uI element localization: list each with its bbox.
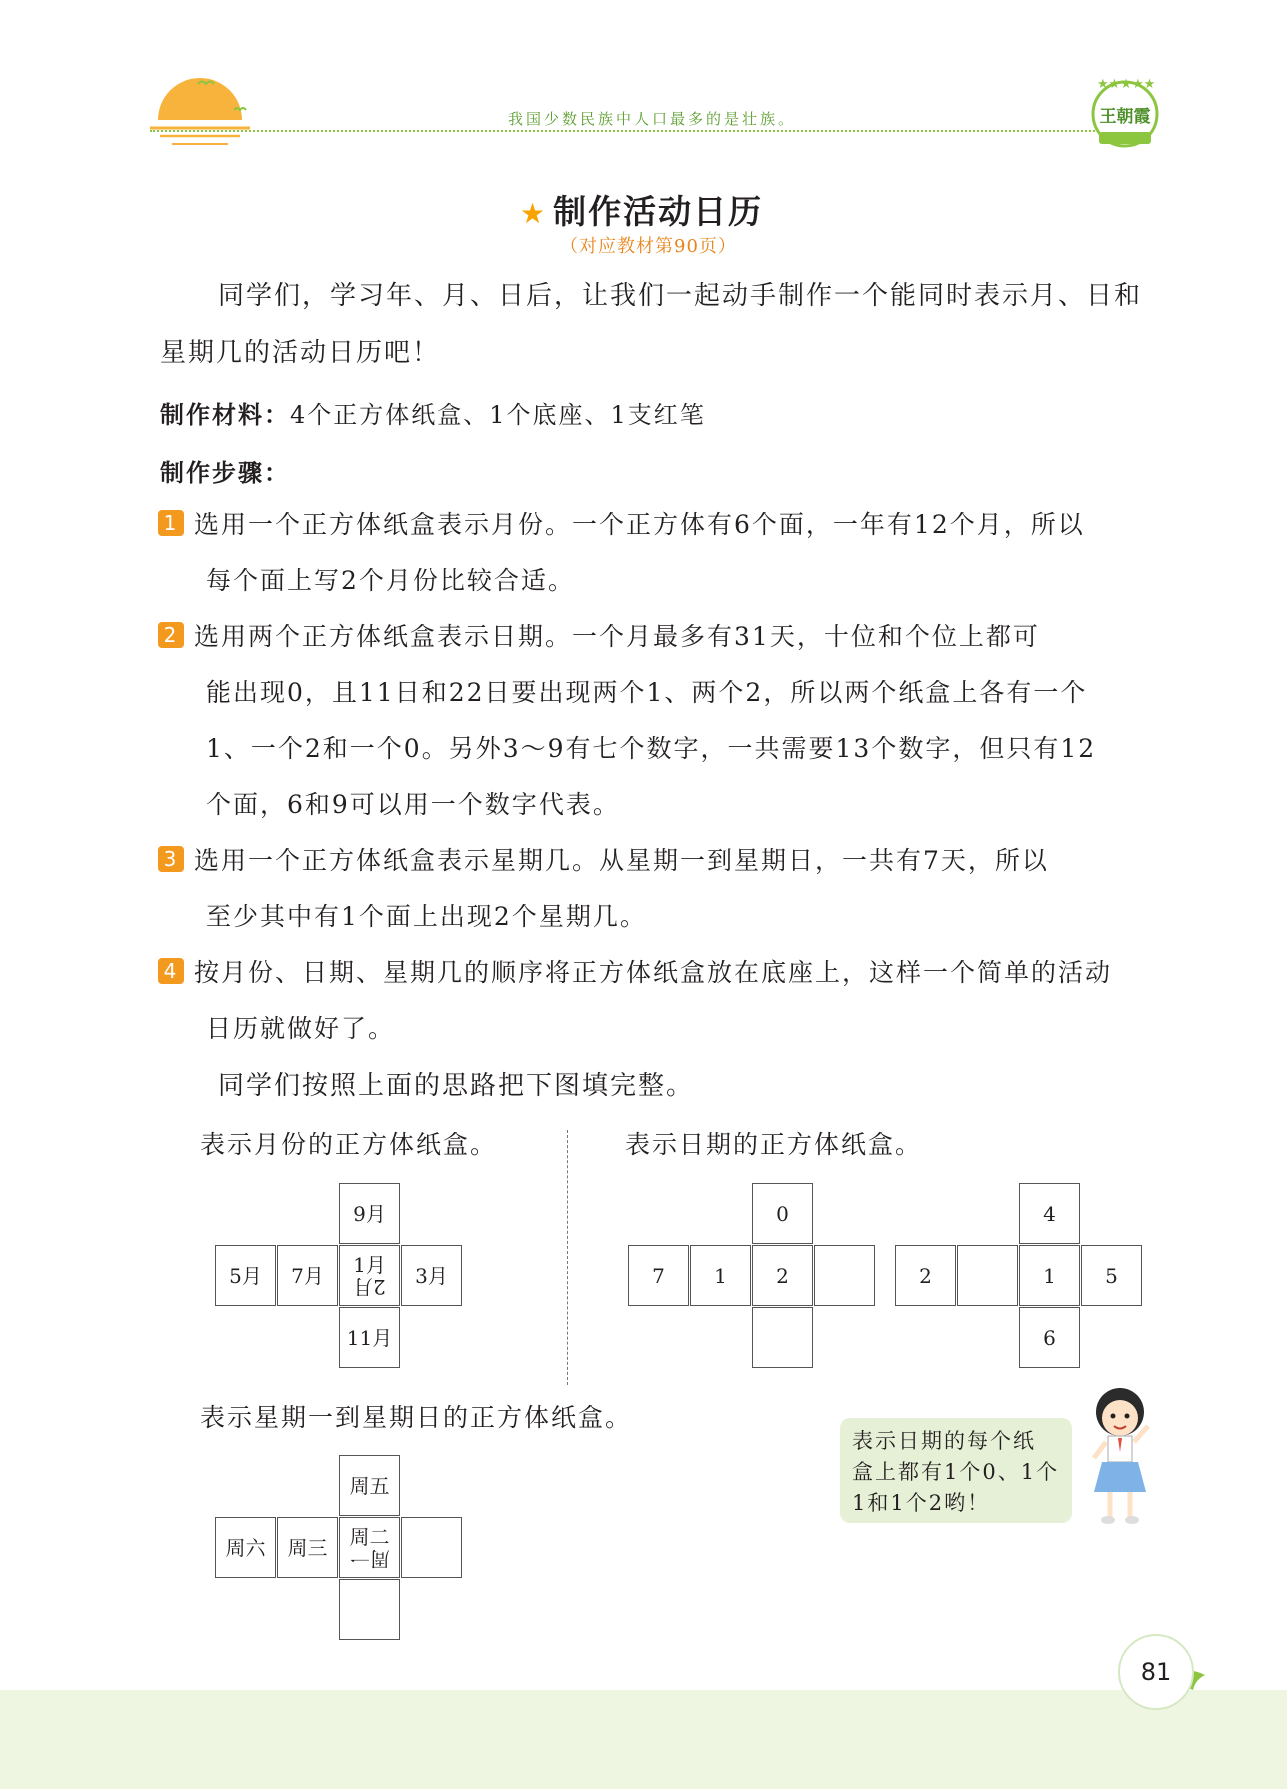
month-face-top: 9月 (339, 1183, 400, 1244)
step-text: 个面，6和9可以用一个数字代表。 (206, 790, 620, 819)
date-a-face-bottom (752, 1307, 813, 1368)
month-net-caption: 表示月份的正方体纸盒。 (200, 1130, 498, 1159)
materials-text: 4个正方体纸盒、1个底座、1支红笔 (290, 401, 706, 429)
page-title: ★ 制作活动日历 (520, 192, 764, 231)
date-a-face: 7 (628, 1245, 689, 1306)
materials-label: 制作材料： (160, 401, 290, 429)
step-text: 选用两个正方体纸盒表示日期。一个月最多有31天，十位和个位上都可 (194, 622, 1040, 651)
step-text: 能出现0，且11日和22日要出现两个1、两个2，所以两个纸盒上各有一个 (206, 678, 1088, 707)
month-face: 5月 (215, 1245, 276, 1306)
step-number-badge: 3 (158, 846, 184, 872)
steps-label: 制作步骤： (160, 459, 290, 487)
intro-line-1: 同学们，学习年、月、日后，让我们一起动手制作一个能同时表示月、日和 (218, 281, 1143, 311)
date-b-face-top: 4 (1019, 1183, 1080, 1244)
month-face: 7月 (277, 1245, 338, 1306)
month-face-bottom: 11月 (339, 1307, 400, 1368)
month-face: 3月 (401, 1245, 462, 1306)
brand-badge-icon (1085, 70, 1165, 152)
flipped-label: 2月 (353, 1274, 386, 1299)
step-text: 按月份、日期、星期几的顺序将正方体纸盒放在底座上，这样一个简单的活动 (194, 958, 1113, 987)
header-divider (150, 130, 1110, 132)
step-text: 选用一个正方体纸盒表示月份。一个正方体有6个面，一年有12个月，所以 (194, 510, 1085, 539)
speech-bubble: 表示日期的每个纸 盒上都有1个0、1个 1和1个2哟！ (840, 1418, 1072, 1523)
step-text: 1、一个2和一个0。另外3～9有七个数字，一共需要13个数字，但只有12 (206, 734, 1097, 763)
step-2 (158, 609, 1158, 833)
step-number-badge: 2 (158, 622, 184, 648)
step-text: 选用一个正方体纸盒表示星期几。从星期一到星期日，一共有7天，所以 (194, 846, 1049, 875)
header-banner-text: 我国少数民族中人口最多的是壮族。 (508, 110, 797, 128)
month-face-center: 1月 2月 (339, 1245, 400, 1306)
date-a-face (814, 1245, 875, 1306)
step-number-badge: 1 (158, 510, 184, 536)
date-a-face-top: 0 (752, 1183, 813, 1244)
flipped-label: 周一 (349, 1546, 390, 1571)
week-face: 周六 (215, 1517, 276, 1578)
step-4 (158, 945, 1158, 1057)
week-net-caption: 表示星期一到星期日的正方体纸盒。 (200, 1403, 633, 1432)
footer-band (0, 1690, 1287, 1789)
week-face-center: 周二 周一 (339, 1517, 400, 1578)
step-text: 至少其中有1个面上出现2个星期几。 (206, 902, 647, 931)
instruction-text: 同学们按照上面的思路把下图填完整。 (218, 1071, 695, 1101)
week-face: 周三 (277, 1517, 338, 1578)
sun-logo-icon (150, 70, 260, 160)
week-face-top: 周五 (339, 1455, 400, 1516)
date-b-face: 1 (1019, 1245, 1080, 1306)
intro-line-2: 星期几的活动日历吧！ (160, 338, 441, 368)
svg-text:★★★★★: ★★★★★ (1097, 77, 1156, 92)
page-subtitle: （对应教材第90页） (560, 236, 737, 257)
girl-illustration-icon (1080, 1382, 1160, 1532)
divider-dashed (567, 1130, 568, 1385)
date-a-face: 2 (752, 1245, 813, 1306)
brand-name: 王朝霞 (1099, 107, 1151, 127)
date-a-face: 1 (690, 1245, 751, 1306)
date-b-face-bottom: 6 (1019, 1307, 1080, 1368)
date-b-face: 2 (895, 1245, 956, 1306)
step-number-badge: 4 (158, 958, 184, 984)
step-text: 日历就做好了。 (206, 1014, 396, 1043)
step-text: 每个面上写2个月份比较合适。 (206, 566, 575, 595)
page-number: 81 (1118, 1634, 1194, 1710)
star-icon: ★ (520, 197, 548, 230)
step-1 (158, 497, 1158, 609)
week-face (401, 1517, 462, 1578)
materials-line (160, 395, 706, 430)
date-nets-caption: 表示日期的正方体纸盒。 (625, 1130, 923, 1159)
step-3 (158, 833, 1158, 945)
week-face-bottom (339, 1579, 400, 1640)
date-b-face: 5 (1081, 1245, 1142, 1306)
date-b-face (957, 1245, 1018, 1306)
